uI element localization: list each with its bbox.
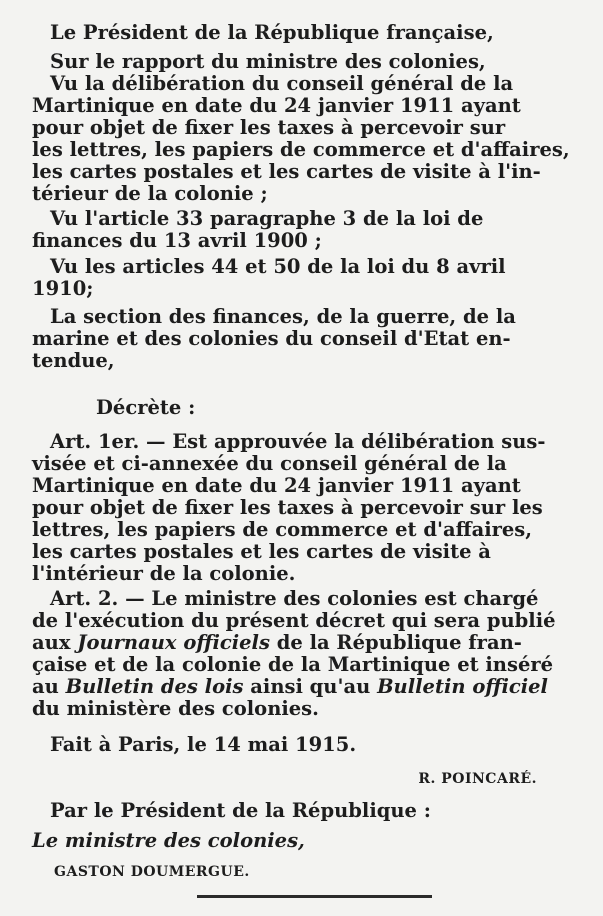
text-line: l'intérieur de la colonie. — [32, 562, 296, 585]
text-line: pour objet de fixer les taxes à percevoir sur — [32, 116, 506, 139]
text-line: pour objet de fixer les taxes à percevoir sur les — [32, 496, 543, 519]
text-line: Vu la délibération du conseil général de la — [50, 72, 514, 95]
signature-poincare: R. POINCARÉ. — [418, 771, 537, 787]
text-segment: de la République fran- — [269, 631, 522, 654]
text-line: les lettres, les papiers de commerce et d'affaires, — [32, 138, 570, 161]
text-segment: ainsi qu'au — [243, 675, 378, 698]
text-segment: au — [32, 675, 66, 698]
article-2-line: Art. 2. — Le ministre des colonies est chargé — [50, 587, 539, 610]
ministre-title-text: Le ministre des colonies, — [32, 829, 305, 852]
text-line: 1910; — [32, 277, 94, 300]
italic-bulletin-officiel: Bulletin officiel — [377, 675, 548, 698]
heading-president: Le Président de la République française, — [50, 21, 494, 44]
text-line: les cartes postales et les cartes de visite à l'in- — [32, 160, 541, 183]
text-line: les cartes postales et les cartes de visite à — [32, 540, 491, 563]
text-line: lettres, les papiers de commerce et d'affaires, — [32, 518, 533, 541]
italic-journaux-officiels: Journaux officiels — [77, 631, 270, 654]
text-segment: aux — [32, 631, 78, 654]
text-line: finances du 13 avril 1900 ; — [32, 229, 322, 252]
text-line: çaise et de la colonie de la Martinique et inséré — [32, 653, 554, 676]
par-le-president: Par le Président de la République : — [50, 799, 431, 822]
text-line: Martinique en date du 24 janvier 1911 ayant — [32, 94, 521, 117]
text-line — [32, 676, 592, 698]
text-line: du ministère des colonies. — [32, 697, 319, 720]
text-line: Sur le rapport du ministre des colonies, — [50, 50, 486, 73]
text-line: Martinique en date du 24 janvier 1911 ayant — [32, 474, 521, 497]
minister-name: GASTON DOUMERGUE. — [54, 864, 250, 880]
text-line: Vu l'article 33 paragraphe 3 de la loi de — [50, 207, 484, 230]
fait-a-paris: Fait à Paris, le 14 mai 1915. — [50, 733, 357, 756]
italic-bulletin-des-lois: Bulletin des lois — [65, 675, 244, 698]
decrete-heading: Décrète : — [96, 396, 196, 419]
article-1-line: Art. 1er. — Est approuvée la délibération sus- — [50, 430, 546, 453]
text-line: de l'exécution du présent décret qui sera publié — [32, 609, 556, 632]
text-line: La section des finances, de la guerre, de la — [50, 305, 516, 328]
text-line: visée et ci-annexée du conseil général de la — [32, 452, 507, 475]
text-line: marine et des colonies du conseil d'Etat en- — [32, 327, 511, 350]
text-line: Vu les articles 44 et 50 de la loi du 8 avril — [50, 255, 506, 278]
closing-rule — [197, 895, 432, 898]
text-line: térieur de la colonie ; — [32, 182, 268, 205]
ministre-title — [32, 830, 592, 852]
text-line: tendue, — [32, 349, 115, 372]
text-line — [32, 632, 592, 654]
